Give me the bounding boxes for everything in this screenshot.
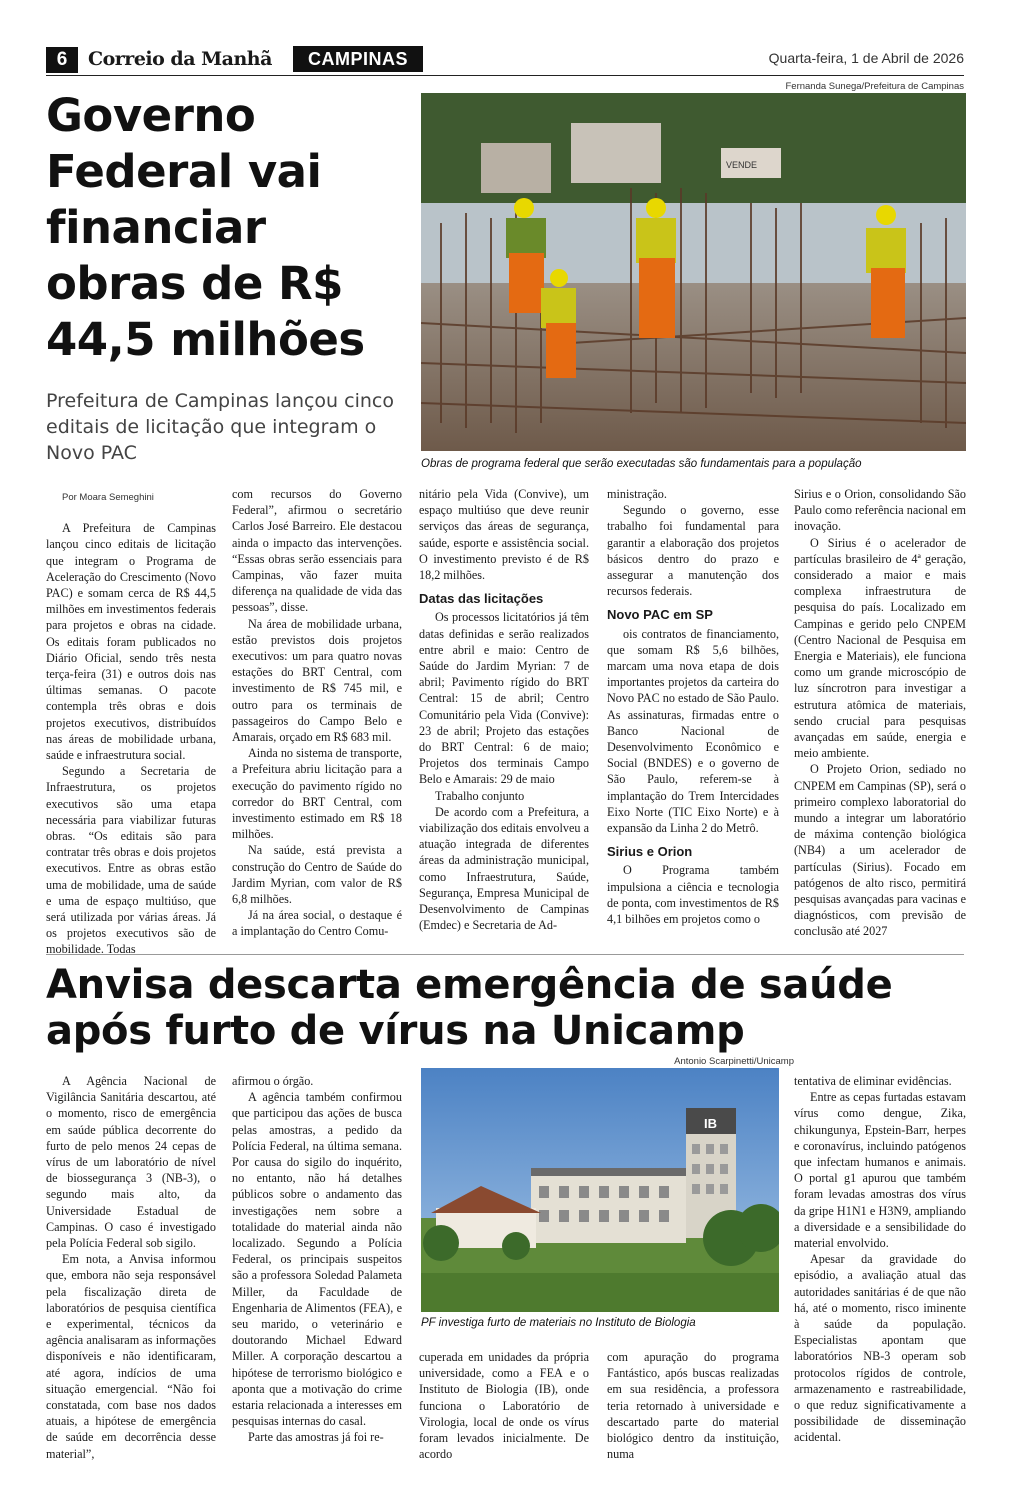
article2-paragraph: com apuração do programa Fantástico, após buscas realizadas em sua residência, a professora teria retornado à universidade e descartado parte do material biológico dentro da instituição, numa xyxy=(607,1350,779,1462)
article1-photo-caption: Obras de programa federal que serão executadas são fundamentais para a população xyxy=(421,458,862,470)
article2-paragraph: Parte das amostras já foi re- xyxy=(248,1430,384,1445)
article1-deck: Prefeitura de Campinas lançou cinco editais de licitação que integram o Novo PAC xyxy=(46,390,394,464)
article-divider xyxy=(46,954,964,955)
article2-column-3 xyxy=(419,1349,589,1462)
issue-date: Quarta-feira, 1 de Abril de 2026 xyxy=(768,50,964,66)
header-divider xyxy=(46,75,964,76)
article2-paragraph: A Agência Nacional de Vigilância Sanitária descartou, até o momento, risco de emergência em saúde pública decorrente do furto de pelo menos 24 cepas de vírus de um laboratório de nível de biossegurança 3 (NB-3), o segundo mais alto, da Universidade Estadual de Campinas. O caso é investigado pela Polícia Federal sob sigilo. xyxy=(46,1074,216,1251)
article1-paragraph: Trabalho conjunto xyxy=(435,788,525,803)
article1-paragraph: Segundo a Secretaria de Infraestrutura, os projetos executivos são uma etapa necessária para viabilizar futuras obras. “Os editais são para contratar três obras e dois projetos executivos. Entre as obras estão uma de mobilidade, uma de saúde e uma de espaço multiúso, que será utilizada por várias áreas. Já os projetos executivos são de mobilidade. Todas xyxy=(46,764,216,957)
article1-column-4 xyxy=(607,486,779,927)
article2-photo-sign: IB xyxy=(704,1116,717,1131)
article1-photo-sign: VENDE xyxy=(726,160,758,170)
article1-subhead-sirius-orion: Sirius e Orion xyxy=(607,844,693,860)
article2-column-1 xyxy=(46,1073,216,1462)
article1-column-3 xyxy=(419,486,589,933)
article2-photo-caption: PF investiga furto de materiais no Instituto de Biologia xyxy=(421,1317,696,1329)
article2-column-4 xyxy=(607,1349,779,1462)
article2-paragraph: Apesar da gravidade do episódio, a avaliação atual das autoridades sanitárias é de que não há, até o momento, risco iminente à saúde da população. Especialistas apontam que laboratórios NB-3 operam sob protocolos rígidos de controle, armazenamento e rastreabilidade, o que reduz significativamente a possibilidade de disseminação acidental. xyxy=(794,1252,966,1445)
article1-paragraph: A Prefeitura de Campinas lançou cinco editais de licitação que integram o Programa de Aceleração do Crescimento (Novo PAC) e somam cerca de R$ 44,5 milhões em investimentos federais para projetos e obras na cidade. Os editais foram publicados no Diário Oficial, sendo três nesta terça-feira (31) e outros dois nas últimas semanas. O pacote contempla três obras e dois projetos executivos, distribuídos nas áreas de mobilidade urbana, saúde e infraestrutura social. xyxy=(46,521,216,763)
article1-subhead-novo-pac: Novo PAC em SP xyxy=(607,607,713,623)
article1-paragraph: O Projeto Orion, sediado no CNPEM em Campinas (SP), será o primeiro complexo laboratorial do mundo a integrar um laboratório de máxima contenção biológica (NB4) a um acelerador de partículas (Sirius). Focado em patógenos de alto risco, permitirá pesquisas avançadas para vacinas e diagnósticos, com previsão de conclusão até 2027 xyxy=(794,762,966,939)
article2-column-5 xyxy=(794,1073,966,1446)
article1-paragraph: ministração. xyxy=(607,487,667,501)
article1-paragraph: De acordo com a Prefeitura, a viabilização dos editais envolveu a atuação integrada de diferentes áreas da administração municipal, como Infraestrutura, Saúde, Segurança, Empresa Municipal de Desenvolvimento de Campinas (Emdec) e Secretaria de Ad- xyxy=(419,804,589,933)
article1-paragraph: Segundo o governo, esse trabalho foi fundamental para garantir a elaboração dos projetos básicos dentro do prazo e assegurar a manutenção dos recursos federais. xyxy=(607,503,779,599)
article1-paragraph: Na saúde, está prevista a construção do Centro de Saúde do Jardim Myrian, com valor de R$ 6,8 milhões. xyxy=(232,843,402,907)
article2-paragraph: tentativa de eliminar evidências. xyxy=(794,1074,952,1088)
article1-byline: Por Moara Semeghini xyxy=(62,492,154,503)
article2-paragraph: Em nota, a Anvisa informou que, embora não seja responsável pela fiscalização direta de laboratórios de pesquisa científica e experimental, técnicos da agência analisaram as informações disponíveis e não identificaram, até agora, indícios de uma situação emergencial. “Não foi constatada, com base nos dados atuais, a hipótese de emergência de saúde em decorrência desse material”, xyxy=(46,1252,216,1461)
article2-paragraph: cuperada em unidades da própria universidade, como a FEA e o Instituto de Biologia (IB), onde funciona o Laboratório de Virologia, local de onde os vírus foram levados inicialmente. De acordo xyxy=(419,1350,589,1462)
article2-paragraph: Entre as cepas furtadas estavam vírus como dengue, Zika, chikungunya, Epstein-Barr, herpes e coronavírus, incluindo patógenos que infectam humanos e animais. O portal g1 apurou que também foram levadas amostras dos vírus da gripe H1N1 e H3N9, ampliando a diversidade e a sensibilidade do material envolvido. xyxy=(794,1090,966,1251)
section-label: CAMPINAS xyxy=(293,46,423,72)
article1-column-2 xyxy=(232,486,402,940)
article1-paragraph: O Sirius é o acelerador de partículas brasileiro de 4ª geração, considerado a maior e mais complexa infraestrutura de pesquisa do país. Localizado em Campinas e gerido pelo CNPEM (Centro Nacional de Pesquisa em Energia e Materiais), ele funciona como um grande microscópio de luz síncrotron para investigar a estrutura atômica de materiais, sendo crucial para pesquisas avançadas em saúde, energia e meio ambiente. xyxy=(794,535,966,761)
article2-photo-credit: Antonio Scarpinetti/Unicamp xyxy=(674,1056,794,1067)
article1-paragraph: ois contratos de financiamento, que somam R$ 5,6 bilhões, marcam uma nova etapa de dois importantes projetos da carteira do Novo PAC no estado de São Paulo. As assinaturas, firmadas entre o Banco Nacional de Desenvolvimento Econômico e Social (BNDES) e o governo de São Paulo, referem-se à implantação do Trem Intercidades Eixo Norte (TIC Eixo Norte) e à expansão da Linha 2 do Metrô. xyxy=(607,626,779,836)
article1-column-5 xyxy=(794,486,966,940)
article1-photo-construction-workers xyxy=(421,93,966,451)
article1-paragraph: Já na área social, o destaque é a implantação do Centro Comu- xyxy=(232,908,402,939)
article2-column-2 xyxy=(232,1073,402,1446)
publication-name: Correio da Manhã xyxy=(88,48,272,70)
article1-headline: Governo Federal vai financiar obras de R$ 44,5 milhões xyxy=(46,89,365,366)
article1-paragraph: Os processos licitatórios já têm datas definidas e serão realizados entre abril e maio: Centro de Saúde do Jardim Myrian: 7 de abril; Pavimento rígido do BRT Central: 15 de abril; Centro Comunitário pela Vida (Convive): 23 de abril; Projeto das estações do BRT Central: 6 de maio; Projetos dos terminais Campo Belo e Amarais: 29 de maio xyxy=(419,610,589,787)
article1-paragraph: nitário pela Vida (Convive), um espaço multiúso que deve reunir serviços das áreas de segurança, saúde, esporte e assistência social. O investimento previsto é de R$ 18,2 milhões. xyxy=(419,487,589,583)
article1-photo-credit: Fernanda Sunega/Prefeitura de Campinas xyxy=(785,81,964,92)
article1-paragraph: O Programa também impulsiona a ciência e tecnologia de ponta, com investimentos de R$ 4,1 bilhões em projetos como o xyxy=(607,863,779,927)
article2-paragraph: A agência também confirmou que participou das ações de busca pelas amostras, a pedido da Polícia Federal, na última semana. Por causa do sigilo do inquérito, no entanto, não há detalhes públicos sobre o andamento das investigações nem sobre a totalidade do material ainda não localizado. Segundo a Polícia Federal, os principais suspeitos são a professora Soledad Palameta Miller, da Faculdade de Engenharia de Alimentos (FEA), e seu marido, o veterinário e doutorando Michael Edward Miller. A corporação descartou a hipótese de terrorismo biológico e aponta que a motivação do crime estaria relacionada a interesses em pesquisas internas do casal. xyxy=(232,1090,402,1429)
article1-column-1 xyxy=(46,490,216,958)
article1-paragraph: com recursos do Governo Federal”, afirmou o secretário Carlos José Barreiro. Ele destacou ainda o impacto das intervenções. “Essas obras serão essenciais para Campinas, vão fazer muita diferença na qualidade de vida das pessoas”, disse. xyxy=(232,487,402,615)
article2-headline: Anvisa descarta emergência de saúde após furto de vírus na Unicamp xyxy=(46,962,893,1054)
article1-paragraph: Sirius e o Orion, consolidando São Paulo como referência nacional em inovação. xyxy=(794,487,966,534)
article2-photo-biology-institute xyxy=(421,1068,779,1312)
article1-paragraph: Ainda no sistema de transporte, a Prefeitura abriu licitação para a execução do pavimento rígido no corredor do BRT Central, com investimento estimado em R$ 18 milhões. xyxy=(232,746,402,842)
article2-paragraph: afirmou o órgão. xyxy=(232,1074,314,1088)
article1-subhead-dates: Datas das licitações xyxy=(419,591,544,607)
article1-paragraph: Na área de mobilidade urbana, estão previstos dois projetos executivos: um para quatro novas estações do BRT Central, com investimento de R$ 745 mil, e outro para os terminais de passageiros do Campo Belo e Amarais, orçado em R$ 683 mil. xyxy=(232,616,402,745)
page-number: 6 xyxy=(46,47,78,73)
